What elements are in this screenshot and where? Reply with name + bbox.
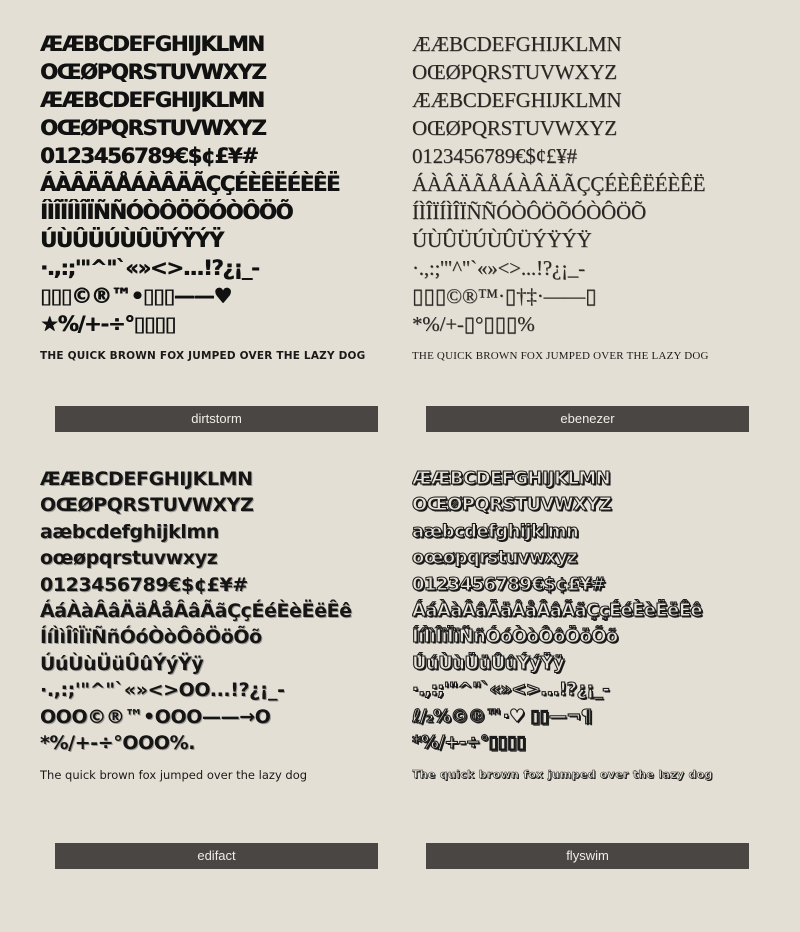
glyph-line: ÍÌÎÏÍÌÎÏÑÑÓÒÔÖÕÓÒÔÖÕ <box>412 200 646 224</box>
glyph-line: ÆÆBCDEFGHIJKLMN <box>412 88 622 112</box>
specimen-edifact <box>40 466 420 782</box>
glyph-line: oœøpqrstuvwxyz <box>40 547 218 570</box>
glyph-line: ÍíÌìÎîÏïÑñÓóÒòÔôÖöÕõ <box>412 626 618 648</box>
glyph-line: ℓ/₂%©®™·♥ ▯▯—¬¶ <box>412 705 592 727</box>
glyph-line: OOO©®™•OOO——→O <box>40 705 271 728</box>
font-name-label: ebenezer <box>426 406 749 432</box>
font-name-label: edifact <box>55 843 378 869</box>
glyph-line: ÍÌÎÏÍÌÎÏÑÑÓÒÔÖÕÓÒÔÖÕ <box>40 200 293 224</box>
font-name-label: flyswim <box>426 843 749 869</box>
glyph-line: *%/+-÷°OOO%. <box>40 731 196 754</box>
glyph-line: ·.,:;'"^"`«»<>OO...!?¿¡_- <box>40 679 285 702</box>
glyph-line: ·.,:;'"^"`«»<>...!?¿¡_- <box>412 256 585 280</box>
glyph-line: ·.,:;'"^"`«»<>...!?¿¡_- <box>412 679 610 701</box>
glyph-line: 0123456789€$¢£¥# <box>412 573 606 595</box>
glyph-line: OŒØPQRSTUVWXYZ <box>412 116 617 140</box>
glyph-line: ·.,:;'"^"`«»<>...!?¿¡_- <box>40 256 259 280</box>
specimen-ebenezer <box>412 30 792 362</box>
glyph-line: ★%/+-÷°▯▯▯▯ <box>40 312 175 336</box>
glyph-line: ÆÆBCDEFGHIJKLMN <box>40 32 264 56</box>
glyph-line: OŒØPQRSTUVWXYZ <box>412 60 617 84</box>
glyph-line: ▯▯▯©®™·▯†‡·——▯ <box>412 284 597 308</box>
glyph-line: ÍíÌìÎîÏïÑñÓóÒòÔôÖöÕõ <box>40 626 262 649</box>
glyph-line: 0123456789€$¢£¥# <box>412 144 577 168</box>
glyph-line: OŒØPQRSTUVWXYZ <box>40 494 254 517</box>
glyph-line: OŒØPQRSTUVWXYZ <box>412 494 612 516</box>
specimen-dirtstorm <box>40 30 420 362</box>
pangram-sample: The quick brown fox jumped over the lazy dog <box>412 768 713 782</box>
glyph-line: ▯▯▯©®™•▯▯▯——♥ <box>40 284 231 308</box>
pangram-sample: The quick brown fox jumped over the lazy dog <box>40 768 308 783</box>
glyph-line: ÆÆBCDEFGHIJKLMN <box>412 468 611 489</box>
glyph-line: ÁáÀàÂâÄäÅåÂâÃãÇçÉéÈèËëÊê <box>40 599 352 622</box>
glyph-line: aæbcdefghijklmn <box>40 520 219 543</box>
glyph-line: ÁáÀàÂâÄäÅåÂâÃãÇçÉéÈèËëÊê <box>412 599 703 621</box>
glyph-line: aæbcdefghijklmn <box>412 520 579 542</box>
glyph-line: OŒØPQRSTUVWXYZ <box>40 116 266 140</box>
glyph-line: ÚÙÛÜÚÙÛÜÝŸÝŸ <box>40 228 223 252</box>
pangram-sample: THE QUICK BROWN FOX JUMPED OVER THE LAZY DOG <box>412 350 709 362</box>
glyph-line: ÚúÙùÜüÛûÝýŸÿ <box>412 652 565 674</box>
glyph-line: oœøpqrstuvwxyz <box>412 547 577 569</box>
glyph-line: ÆÆBCDEFGHIJKLMN <box>412 32 622 56</box>
glyph-line: OŒØPQRSTUVWXYZ <box>40 60 266 84</box>
glyph-line: ÚúÙùÜüÛûÝýŸÿ <box>40 652 204 675</box>
glyph-line: 0123456789€$¢£¥# <box>40 573 248 596</box>
glyph-line: ÆÆBCDEFGHIJKLMN <box>40 88 264 112</box>
glyph-line: ÚÙÛÜÚÙÛÜÝŸÝŸ <box>412 228 592 252</box>
font-name-label: dirtstorm <box>55 406 378 432</box>
glyph-line: *%/+-▯°▯▯▯% <box>412 312 535 336</box>
glyph-line: ÁÀÂÄÃÅÁÀÂÄÃÇÇÉÈÊËÉÈÊË <box>412 172 706 196</box>
pangram-sample: THE QUICK BROWN FOX JUMPED OVER THE LAZY DOG <box>40 350 366 362</box>
specimen-flyswim <box>412 466 792 781</box>
glyph-line: ÁÀÂÄÃÅÁÀÂÄÃÇÇÉÈÊËÉÈÊË <box>40 172 340 196</box>
glyph-line: *%/+-÷°▯▯▯▯ <box>412 731 526 753</box>
glyph-line: ÆÆBCDEFGHIJKLMN <box>40 468 253 490</box>
glyph-line: 0123456789€$¢£¥# <box>40 144 258 168</box>
